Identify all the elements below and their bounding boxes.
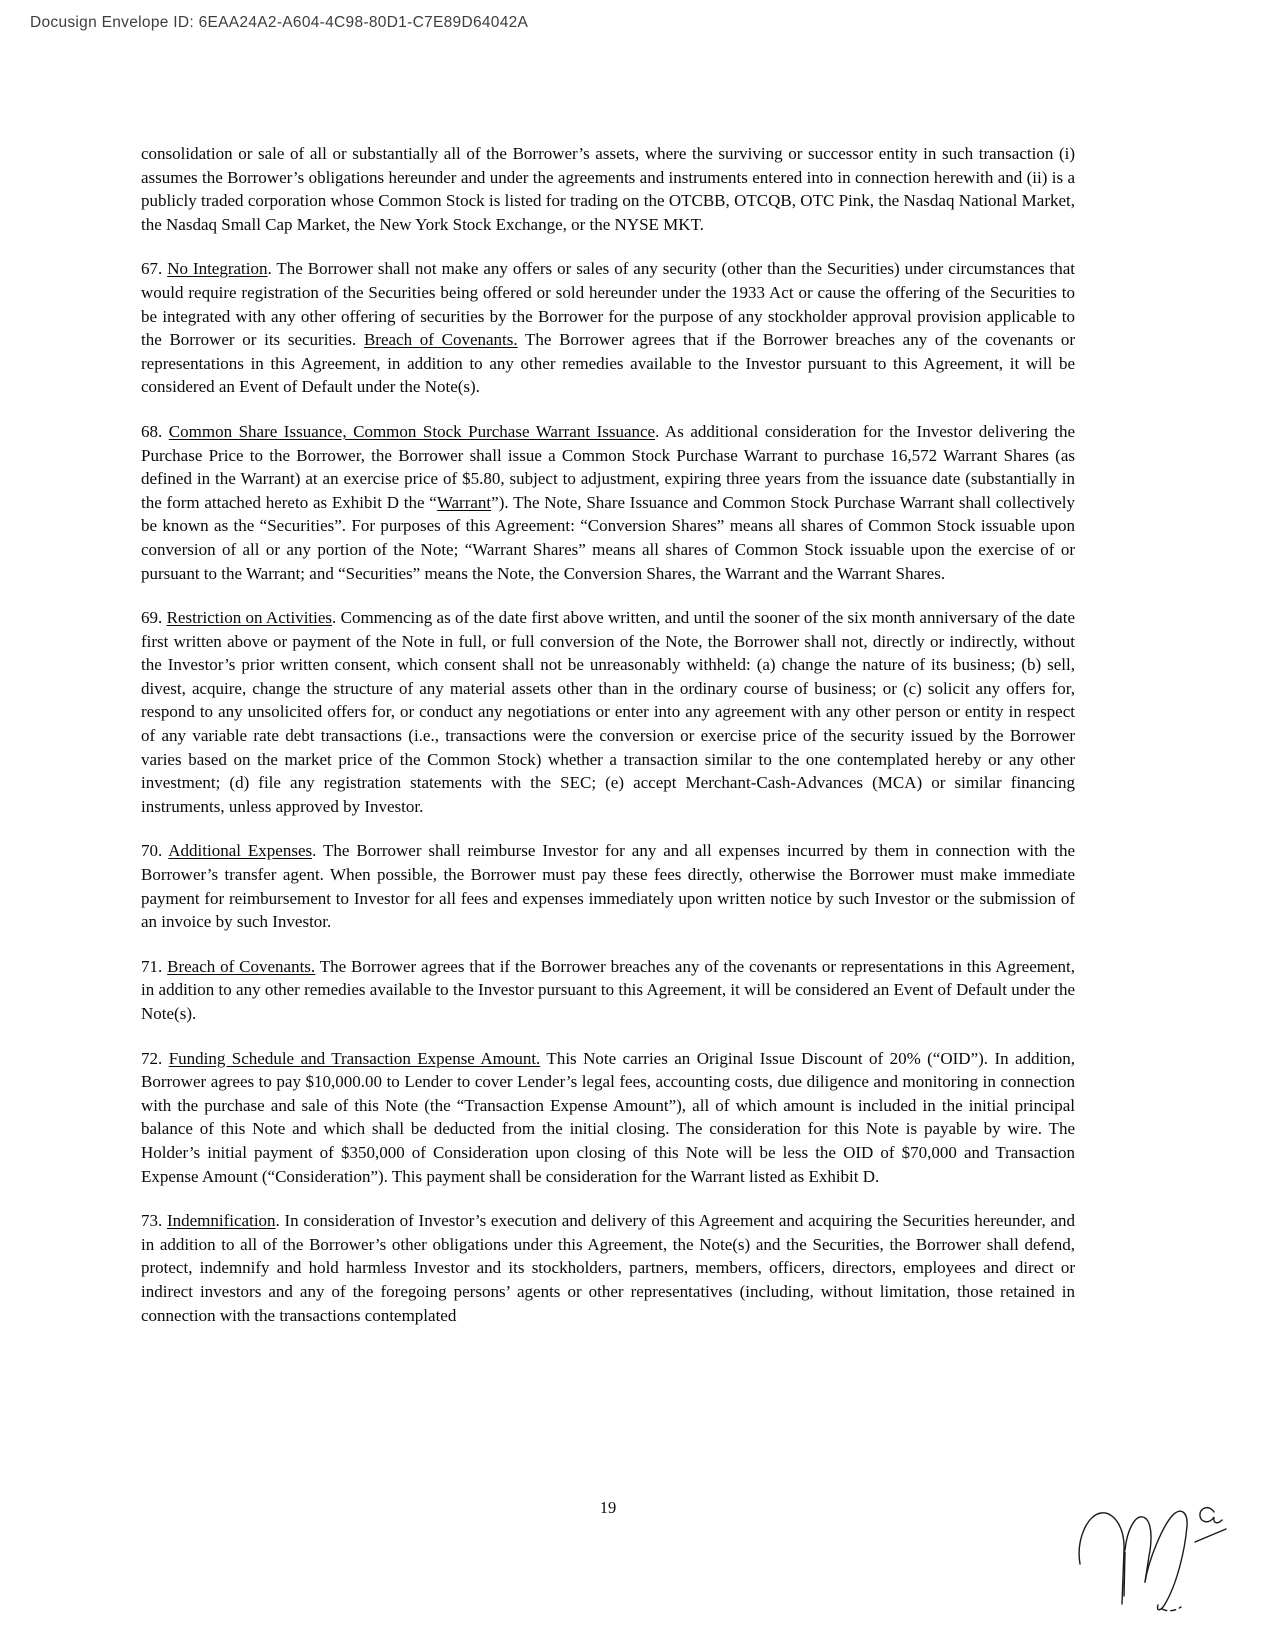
paragraph: [141, 142, 1075, 236]
underlined-heading: Indemnification: [166, 1211, 276, 1231]
underlined-heading: Warrant: [436, 492, 492, 512]
underlined-heading: Restriction on Activities: [166, 608, 333, 628]
underlined-heading: Funding Schedule and Transaction Expense Amount.: [168, 1048, 541, 1068]
text-segment: 72.: [141, 1048, 169, 1068]
text-segment: 73.: [141, 1211, 167, 1231]
text-segment: . The Borrower shall reimburse Investor for any and all expenses incurred by them in connection with the Borrower’s transfer agent. When possible, the Borrower must pay these fees directly, otherwise the Borrower must make immediate payment for reimbursement to Investor for all fees and expenses immediately upon written notice by such Investor or the submission of an invoice by such Investor.: [141, 841, 1075, 932]
text-segment: 68.: [141, 421, 169, 441]
document-body: [141, 142, 1075, 1327]
paragraph: [141, 839, 1075, 933]
paragraph: [141, 257, 1075, 399]
text-segment: The Borrower agrees that if the Borrower breaches any of the covenants or representations in this Agreement, in addition to any other remedies available to the Investor pursuant to this Agreement, it will be considered an Event of Default under the Note(s).: [141, 330, 1075, 397]
text-segment: ”). The Note, Share Issuance and Common Stock Purchase Warrant shall collectively be known as the “Securities”. For purposes of this Agreement: “Conversion Shares” means all shares of Common Stock issuable upon conversion of all or any portion of the Note; “Warrant Shares” means all shares of Common Stock issuable upon the exercise of or pursuant to the Warrant; and “Securities” means the Note, the Conversion Shares, the Warrant and the Warrant Shares.: [141, 492, 1075, 583]
underlined-heading: No Integration: [167, 259, 268, 279]
paragraph: [141, 1047, 1075, 1189]
paragraph: [141, 420, 1075, 585]
underlined-heading: Additional Expenses: [168, 841, 313, 861]
text-segment: . As additional consideration for the Investor delivering the Purchase Price to the Borrower, the Borrower shall issue a Common Stock Purchase Warrant to purchase 16,572 Warrant Shares (as defined in the Warrant) at an exercise price of $5.80, subject to adjustment, expiring three years from the issuance date (substantially in the form attached hereto as Exhibit D the “: [141, 421, 1075, 512]
docusign-envelope-id: Docusign Envelope ID: 6EAA24A2-A604-4C98-80D1-C7E89D64042A: [30, 14, 529, 31]
underlined-heading: Common Share Issuance, Common Stock Purchase Warrant Issuance: [168, 421, 656, 441]
paragraph: [141, 955, 1075, 1026]
underlined-heading: Breach of Covenants.: [363, 330, 518, 350]
handwritten-initials-signature: [1068, 1498, 1233, 1643]
text-segment: . The Borrower shall not make any offers or sales of any security (other than the Securities) under circumstances that would require registration of the Securities being offered or sold hereunder under the 1933 Act or cause the offering of the Securities to be integrated with any other offering of securities by the Borrower for the purpose of any stockholder approval provision applicable to the Borrower or its securities.: [141, 259, 1076, 350]
text-segment: 71.: [141, 956, 168, 976]
text-segment: 67.: [141, 259, 168, 279]
text-segment: consolidation or sale of all or substantially all of the Borrower’s assets, where the surviving or successor entity in such transaction (i) assumes the Borrower’s obligations hereunder and under the agreements and instruments entered into in connection herewith and (ii) is a publicly traded corporation whose Common Stock is listed for trading on the OTCBB, OTCQB, OTC Pink, the Nasdaq National Market, the Nasdaq Small Cap Market, the New York Stock Exchange, or the NYSE MKT.: [141, 144, 1075, 234]
signature-ink-icon: [1068, 1498, 1233, 1643]
text-segment: The Borrower agrees that if the Borrower breaches any of the covenants or representations in this Agreement, in addition to any other remedies available to the Investor pursuant to this Agreement, it will be considered an Event of Default under the Note(s).: [141, 956, 1076, 1023]
text-segment: . Commencing as of the date first above written, and until the sooner of the six month anniversary of the date first written above or payment of the Note in full, or full conversion of the Note, the Borrower shall not, directly or indirectly, without the Investor’s prior written consent, which consent shall not be unreasonably withheld: (a) change the nature of its business; (b) sell, divest, acquire, change the structure of any material assets other than in the ordinary course of business; or (c) solicit any offers for, respond to any unsolicited offers for, or conduct any negotiations or enter into any agreement with any other person or entity in respect of any variable rate debt transactions (i.e., transactions were the conversion or exercise price of the security issued by the Borrower varies based on the market price of the Common Stock) whether a transaction similar to the one contemplated hereby or any other investment; (d) file any registration statements with the SEC; (e) accept Merchant-Cash-Advances (MCA) or similar financing instruments, unless approved by Investor.: [141, 608, 1075, 816]
underlined-heading: Breach of Covenants.: [167, 956, 316, 976]
paragraph: [141, 1209, 1075, 1327]
text-segment: 70.: [141, 841, 169, 861]
page-number: 19: [599, 1498, 617, 1517]
text-segment: 69.: [141, 608, 167, 628]
text-segment: . In consideration of Investor’s execution and delivery of this Agreement and acquiring the Securities hereunder, and in addition to all of the Borrower’s other obligations under this Agreement, the Note(s) and the Securities, the Borrower shall defend, protect, indemnify and hold harmless Investor and its stockholders, partners, members, officers, directors, employees and direct or indirect investors and any of the foregoing persons’ agents or other representatives (including, without limitation, those retained in connection with the transactions contemplated: [141, 1211, 1075, 1325]
text-segment: This Note carries an Original Issue Discount of 20% (“OID”). In addition, Borrower agrees to pay $10,000.00 to Lender to cover Lender’s legal fees, accounting costs, due diligence and monitoring in connection with the purchase and sale of this Note (the “Transaction Expense Amount”), all of which amount is included in the initial principal balance of this Note and which shall be deducted from the initial closing. The consideration for this Note is payable by wire. The Holder’s initial payment of $350,000 of Consideration upon closing of this Note will be less the OID of $70,000 and Transaction Expense Amount (“Consideration”). This payment shall be consideration for the Warrant listed as Exhibit D.: [141, 1048, 1076, 1186]
paragraph: [141, 606, 1075, 818]
